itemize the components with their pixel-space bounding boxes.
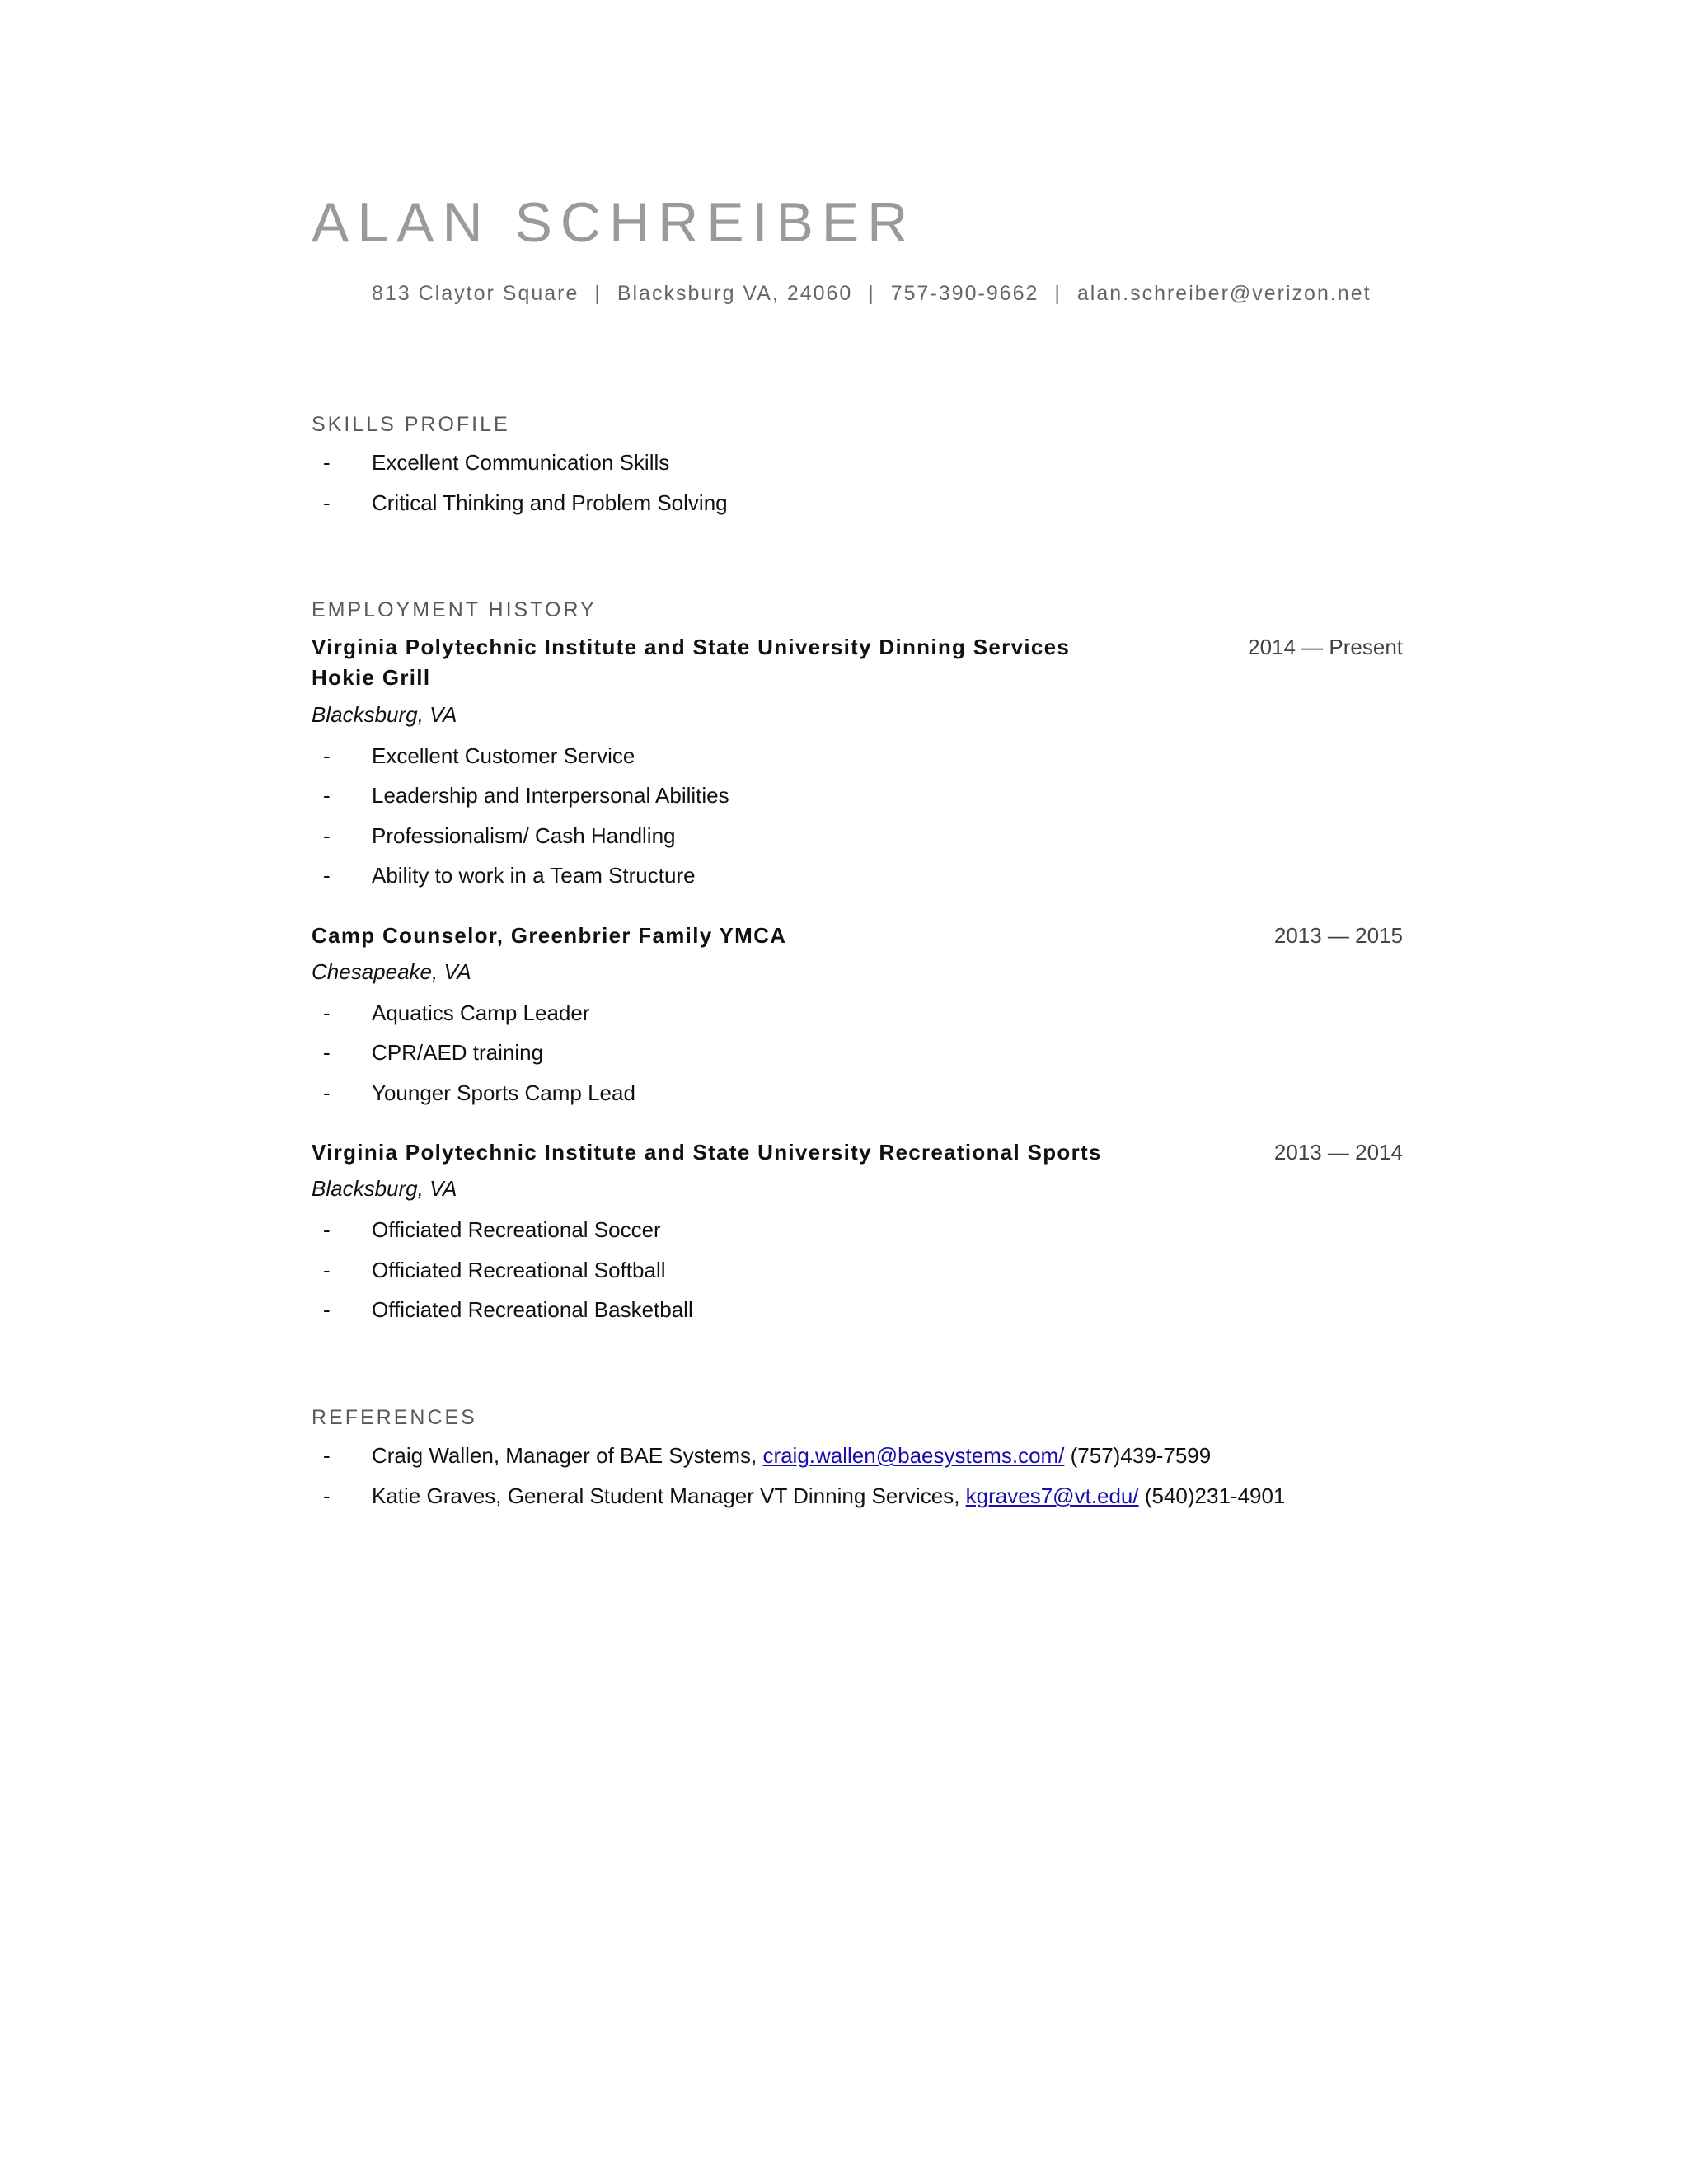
bullet-dash: - (323, 490, 331, 515)
job-duty-text: Professionalism/ Cash Handling (372, 823, 676, 848)
contact-separator: | (868, 282, 875, 305)
contact-line (372, 282, 1372, 306)
contact-separator: | (1054, 282, 1062, 305)
job-subtitle: Hokie Grill (312, 665, 431, 690)
reference-phone: (757)439-7599 (1064, 1443, 1212, 1468)
references-section-title: REFERENCES (312, 1406, 477, 1429)
employment-section-title: EMPLOYMENT HISTORY (312, 598, 597, 621)
job-duty-text: Ability to work in a Team Structure (372, 863, 696, 888)
bullet-dash: - (323, 743, 331, 768)
job-title: Camp Counselor, Greenbrier Family YMCA (312, 923, 787, 948)
bullet-dash: - (323, 1217, 331, 1242)
contact-separator: | (594, 282, 602, 305)
reference-text (372, 1485, 1285, 1507)
bullet-dash: - (323, 1443, 331, 1468)
contact-city: Blacksburg VA, 24060 (617, 282, 853, 305)
job-dates: 2013 — 2015 (1273, 923, 1403, 948)
job-dates: 2013 — 2014 (1273, 1140, 1403, 1165)
reference-name: Craig Wallen, Manager of BAE Systems, (372, 1443, 763, 1468)
skill-item-text: Excellent Communication Skills (372, 450, 670, 475)
job-location: Chesapeake, VA (312, 959, 471, 984)
job-duty-text: Leadership and Interpersonal Abilities (372, 783, 729, 808)
job-duty-text: Officiated Recreational Softball (372, 1258, 666, 1282)
reference-email-link[interactable]: kgraves7@vt.edu/ (965, 1483, 1139, 1508)
job-duty-text: Officiated Recreational Basketball (372, 1297, 693, 1322)
skills-section-title: SKILLS PROFILE (312, 413, 510, 436)
job-duty-text: CPR/AED training (372, 1040, 544, 1065)
job-duty-text: Aquatics Camp Leader (372, 1001, 590, 1025)
bullet-dash: - (323, 823, 331, 848)
bullet-dash: - (323, 1080, 331, 1105)
contact-email: alan.schreiber@verizon.net (1076, 282, 1372, 305)
job-title: Virginia Polytechnic Institute and State University Dinning Services (312, 635, 1071, 659)
reference-phone: (540)231-4901 (1138, 1483, 1286, 1508)
bullet-dash: - (323, 1483, 331, 1508)
reference-text (372, 1445, 1211, 1466)
bullet-dash: - (323, 450, 331, 475)
contact-phone: 757-390-9662 (890, 282, 1039, 305)
job-location: Blacksburg, VA (312, 702, 457, 727)
job-duty-text: Officiated Recreational Soccer (372, 1217, 661, 1242)
reference-email-link[interactable]: craig.wallen@baesystems.com/ (762, 1443, 1065, 1468)
skill-item-text: Critical Thinking and Problem Solving (372, 490, 728, 515)
contact-address: 813 Claytor Square (372, 282, 579, 305)
job-title: Virginia Polytechnic Institute and State University Recreational Sports (312, 1140, 1102, 1165)
bullet-dash: - (323, 863, 331, 888)
job-location: Blacksburg, VA (312, 1176, 457, 1201)
resume-name: ALAN SCHREIBER (312, 191, 917, 254)
job-duty-text: Excellent Customer Service (372, 743, 635, 768)
bullet-dash: - (323, 1297, 331, 1322)
reference-name: Katie Graves, General Student Manager VT Dinning Services, (372, 1483, 966, 1508)
bullet-dash: - (323, 783, 331, 808)
bullet-dash: - (323, 1258, 331, 1282)
job-dates: 2014 — Present (1248, 635, 1403, 659)
bullet-dash: - (323, 1040, 331, 1065)
bullet-dash: - (323, 1001, 331, 1025)
job-duty-text: Younger Sports Camp Lead (372, 1080, 635, 1105)
